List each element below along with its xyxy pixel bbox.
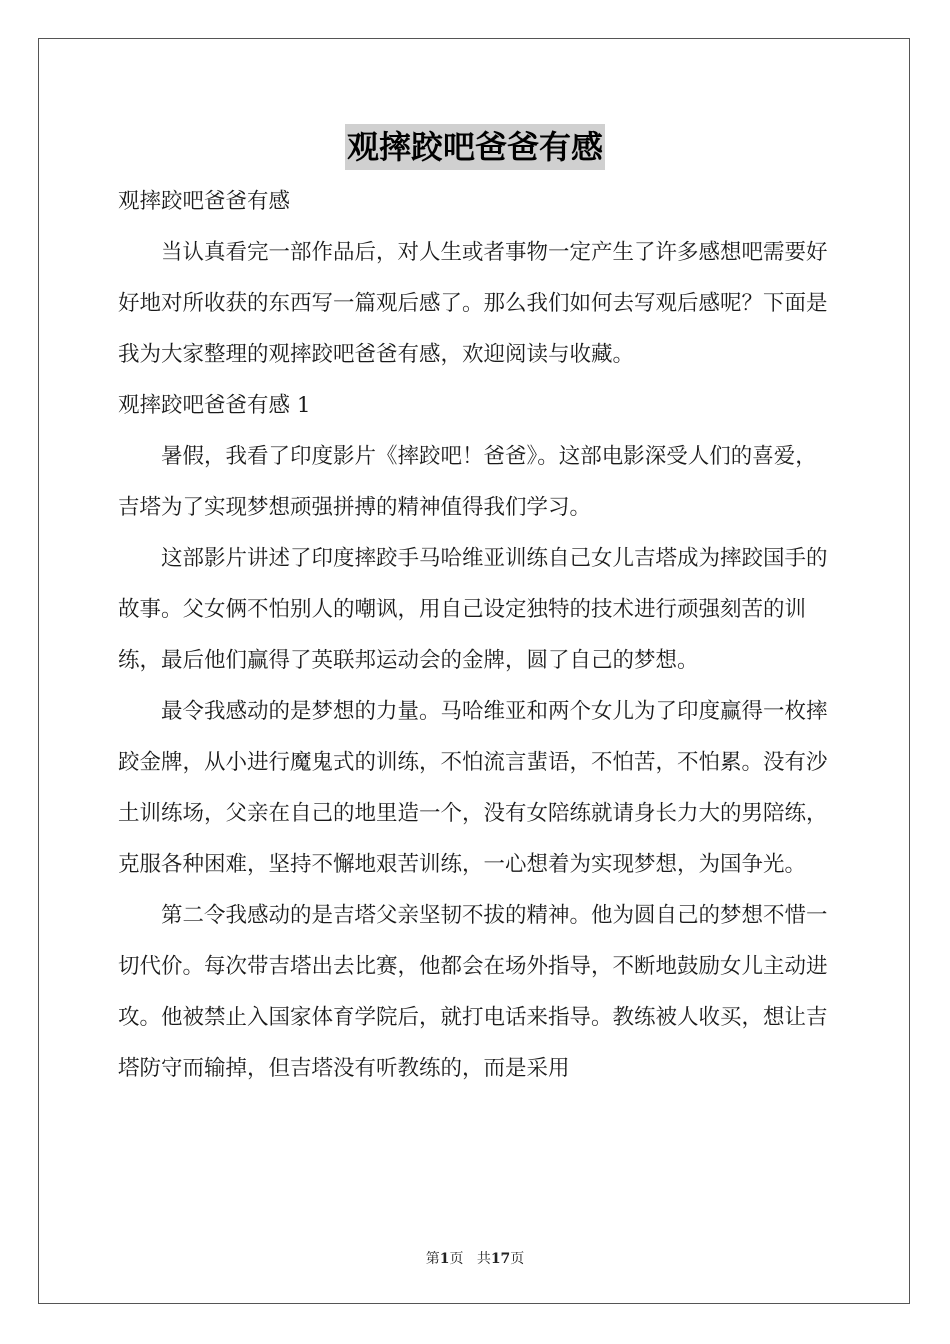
paragraph: 暑假，我看了印度影片《摔跤吧！爸爸》。这部电影深受人们的喜爱，吉塔为了实现梦想顽强拼搏的精神值得我们学习。 [118, 444, 817, 520]
paragraph: 最令我感动的是梦想的力量。马哈维亚和两个女儿为了印度赢得一枚摔跤金牌，从小进行魔鬼式的训练，不怕流言蜚语，不怕苦，不怕累。没有沙土训练场，父亲在自己的地里造一个，没有女陪练就请身长力大的男陪练，克服各种困难，坚持不懈地艰苦训练，一心想着为实现梦想，为国争光。 [118, 699, 828, 877]
footer-page-suffix: 页 [449, 1251, 464, 1267]
footer-total-prefix: 共 [476, 1251, 491, 1267]
paragraph: 这部影片讲述了印度摔跤手马哈维亚训练自己女儿吉塔成为摔跤国手的故事。父女俩不怕别人的嘲讽，用自己设定独特的技术进行顽强刻苦的训练，最后他们赢得了英联邦运动会的金牌，圆了自己的梦想。 [118, 546, 828, 673]
footer-total-pages: 17 [490, 1251, 511, 1267]
paragraph: 第二令我感动的是吉塔父亲坚韧不拔的精神。他为圆自己的梦想不惜一切代价。每次带吉塔出去比赛，他都会在场外指导，不断地鼓励女儿主动进攻。他被禁止入国家体育学院后，就打电话来指导。教练被人收买，想让吉塔防守而输掉，但吉塔没有听教练的，而是采用 [118, 903, 828, 1081]
page-footer [0, 1248, 950, 1268]
document-body [118, 176, 834, 1094]
footer-total-suffix: 页 [510, 1251, 525, 1267]
footer-page-prefix: 第 [425, 1251, 440, 1267]
paragraph: 观摔跤吧爸爸有感 1 [118, 393, 311, 418]
title-container [0, 124, 950, 170]
document-title: 观摔跤吧爸爸有感 [345, 124, 605, 170]
footer-page-number: 1 [439, 1251, 450, 1267]
paragraph: 当认真看完一部作品后，对人生或者事物一定产生了许多感想吧需要好好地对所收获的东西写一篇观后感了。那么我们如何去写观后感呢？下面是我为大家整理的观摔跤吧爸爸有感，欢迎阅读与收藏。 [118, 240, 828, 367]
paragraph: 观摔跤吧爸爸有感 [118, 189, 291, 214]
